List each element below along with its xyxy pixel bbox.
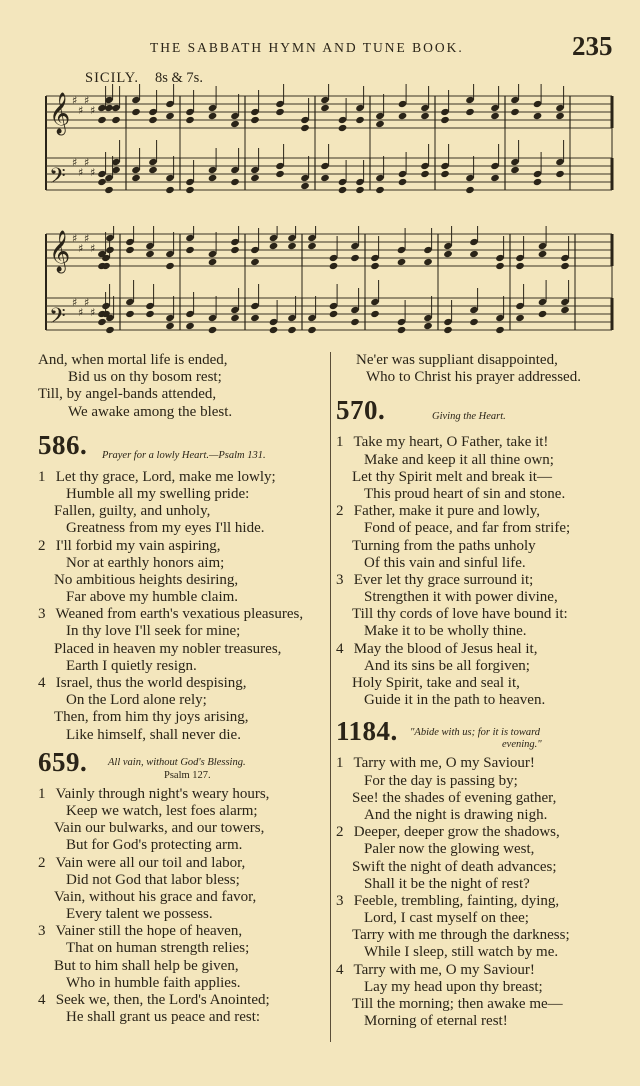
left-column [38,352,328,1026]
verse-number: 1 [38,468,46,485]
verse-line: Paler now the glowing west, [364,841,535,858]
sharp-icon: ♯ [72,232,78,245]
verse-line: May the blood of Jesus heal it, [353,640,538,657]
note-head [165,322,175,330]
hymn-659-verse-4 [38,992,328,1026]
hymn-title: Giving the Heart. [432,411,506,423]
sharp-icon: ♯ [72,296,78,309]
verse-line: Till thy cords of love have bound it: [352,606,568,623]
note-head [469,250,479,258]
verse-line: Lay my head upon thy breast; [364,978,543,995]
note-head [320,174,330,182]
note-head [329,310,339,318]
hymn-659-verse-2 [38,855,328,924]
verse-line: Tarry with me through the darkness; [352,927,570,944]
verse-number: 2 [336,824,344,841]
note-head [495,326,505,334]
tune-meter: 8s & 7s. [155,70,203,86]
note-head [148,166,158,174]
note-head [320,104,330,112]
note-head [300,182,310,190]
hymn-586-verse-1 [38,469,328,538]
verse-line: Tarry with me, O my Saviour! [353,755,535,772]
verse-line: Then, from him thy joys arising, [54,709,249,726]
note-head [105,326,115,334]
note-head [185,186,195,194]
note-head [250,258,260,266]
verse-line: Swift the night of death advances; [352,858,557,875]
verse-number: 3 [38,923,46,940]
verse-number: 1 [336,755,344,772]
note-head [97,116,107,124]
note-head [165,112,175,120]
note-head [420,112,430,120]
verse-line: Make and keep it all thine own; [364,451,554,468]
sharp-icon: ♯ [84,94,90,107]
hymn-659-verse-3 [38,923,328,992]
note-head [208,258,218,266]
sharp-icon: ♯ [90,306,96,319]
verse-line: Guide it in the path to heaven. [364,692,546,709]
hymn-number: 570. [336,395,386,426]
note-head [515,314,525,322]
note-head [355,116,365,124]
verse-line: Make it to be wholly thine. [364,623,527,640]
note-head [125,246,135,254]
note-head [230,178,240,186]
verse-line: I'll forbid my vain aspiring, [55,537,221,554]
continuation-stanza [336,352,626,386]
verse-line: Till, by angel-bands attended, [38,386,217,403]
right-column [336,352,626,1030]
note-head [398,112,408,120]
note-head [125,310,135,318]
note-head [440,116,450,124]
verse-line: Father, make it pure and lowly, [353,503,541,520]
verse-line: Keep we watch, lest foes alarm; [66,802,258,819]
note-head [185,116,195,124]
continuation-stanza [38,352,328,421]
note-head [97,318,107,326]
verse-line: Lord, I cast myself on thee; [364,910,529,927]
note-head [287,326,297,334]
verse-line: Weaned from earth's vexatious pleasures, [55,606,304,623]
note-head [510,108,520,116]
note-head [555,112,565,120]
note-head [230,314,240,322]
note-head [490,112,500,120]
sharp-icon: ♯ [90,242,96,255]
verse-number: 2 [38,537,46,554]
bass-clef-icon: 𝄢 [49,304,66,334]
running-title: THE SABBATH HYMN AND TUNE BOOK. [150,40,464,55]
treble-clef-icon: 𝄞 [49,231,71,272]
verse-line: Vain, without his grace and favor, [54,888,257,905]
verse-line: Every talent we possess. [66,906,213,923]
verse-line: For the day is passing by; [364,772,518,789]
verse-line: Turning from the paths unholy [352,537,536,554]
note-head [350,318,360,326]
verse-line: Greatness from my eyes I'll hide. [66,520,265,537]
music-score-system-2 [40,226,620,338]
verse-line: Did not God that labor bless; [66,871,240,888]
verse-line: Feeble, trembling, fainting, dying, [353,892,560,909]
verse-line: Far above my humble claim. [66,589,239,606]
bass-clef-icon: 𝄢 [49,164,66,194]
sharp-icon: ♯ [78,104,84,117]
sharp-icon: ♯ [78,306,84,319]
hymn-source: Psalm 127. [164,769,211,781]
verse-line: On the Lord alone rely; [66,692,207,709]
hymn-1184-verse-3 [336,893,626,962]
hymn-1184-verse-1 [336,755,626,824]
verse-line: Earth I quietly resign. [66,657,197,674]
note-head [165,186,175,194]
verse-number: 3 [38,606,46,623]
verse-line: Morning of eternal rest! [364,1013,508,1030]
note-head [275,108,285,116]
verse-number: 1 [38,785,46,802]
note-head [538,310,548,318]
note-head [269,326,279,334]
note-head [397,326,407,334]
hymn-586-heading [38,429,328,469]
note-head [490,174,500,182]
note-head [495,262,505,270]
verse-line: And, when mortal life is ended, [38,352,228,368]
note-head [250,116,260,124]
verse-line: We awake among the blest. [68,403,233,420]
note-head [443,250,453,258]
hymn-586-verse-2 [38,538,328,607]
note-head [185,246,195,254]
sharp-icon: ♯ [84,232,90,245]
hymn-1184-verse-4 [336,962,626,1031]
hymn-number: 659. [38,746,88,777]
note-head [397,258,407,266]
sharp-icon: ♯ [72,94,78,107]
hymn-586-verse-3 [38,606,328,675]
hymn-title: All vain, without God's Blessing. [108,756,246,768]
verse-line: Till the morning; then awake me— [352,996,563,1012]
note-head [443,326,453,334]
hymn-1184-verse-2 [336,824,626,893]
note-head [355,186,365,194]
verse-line: Vainer still the hope of heaven, [55,923,243,940]
note-head [465,186,475,194]
note-head [350,254,360,262]
note-head [145,250,155,258]
column-divider [330,352,331,1042]
hymn-title: Prayer for a lowly Heart.—Psalm 131. [102,449,266,461]
note-head [510,166,520,174]
hymn-title-continued: evening." [502,739,542,751]
hymn-659-heading [38,746,328,786]
verse-line: No ambitious heights desiring, [54,571,239,588]
note-head [148,116,158,124]
hymn-number: 586. [38,429,88,460]
verse-line: Fond of peace, and far from strife; [364,520,571,537]
verse-line: Vainly through night's weary hours, [55,785,270,802]
hymn-number: 1184. [336,716,398,747]
verse-number: 4 [38,992,46,1008]
sharp-icon: ♯ [84,296,90,309]
note-head [560,262,570,270]
note-head [515,262,525,270]
note-head [287,242,297,250]
note-head [250,314,260,322]
note-head [533,112,543,120]
note-head [300,124,310,132]
verse-line: That on human strength relies; [66,940,250,957]
verse-line: While I sleep, still watch by me. [364,944,559,961]
verse-line: Humble all my swelling pride: [66,485,250,502]
verse-line: Fallen, guilty, and unholy, [54,503,211,520]
verse-line: Who to Christ his prayer addressed. [366,369,581,386]
verse-line: Vain were all our toil and labor, [55,854,246,871]
verse-number: 2 [38,854,46,871]
hymn-1184-heading [336,716,626,755]
sharp-icon: ♯ [78,242,84,255]
music-score-system-1 [40,84,620,206]
sharp-icon: ♯ [78,166,84,179]
verse-number: 4 [336,640,344,657]
note-head [370,310,380,318]
sharp-icon: ♯ [84,156,90,169]
page-number: 235 [572,31,613,61]
note-head [375,120,385,128]
note-head [104,186,114,194]
note-head [538,250,548,258]
note-head [208,326,218,334]
note-head [338,124,348,132]
note-head [398,178,408,186]
note-head [185,322,195,330]
note-head [533,178,543,186]
note-head [230,246,240,254]
hymn-570-heading [336,395,626,434]
verse-line: This proud heart of sin and stone. [364,485,566,502]
verse-line: Bid us on thy bosom rest; [68,369,222,386]
verse-line: Israel, thus the world despising, [55,675,247,691]
note-head [423,322,433,330]
note-head [131,174,141,182]
sharp-icon: ♯ [72,156,78,169]
verse-number: 3 [336,571,344,588]
note-head [230,120,240,128]
sharp-icon: ♯ [90,166,96,179]
verse-line: Strengthen it with power divine, [364,589,558,606]
verse-line: Like himself, shall never die. [66,726,241,743]
note-head [208,112,218,120]
verse-line: And the night is drawing nigh. [364,806,548,823]
note-head [269,242,279,250]
verse-line: Holy Spirit, take and seal it, [352,675,520,691]
hymn-title: "Abide with us; for it is toward [410,727,541,739]
verse-line: Of this vain and sinful life. [364,554,526,571]
note-head [208,174,218,182]
note-head [145,310,155,318]
verse-line: But to him shall help be given, [54,957,239,974]
verse-line: Who in humble faith applies. [66,974,241,991]
note-head [469,318,479,326]
verse-line: Let thy grace, Lord, make me lowly; [55,468,276,485]
hymn-586-verse-4 [38,675,328,744]
verse-line: And its sins be all forgiven; [364,657,530,674]
note-head [105,246,115,254]
hymn-570-verse-4 [336,641,626,710]
verse-line: In thy love I'll seek for mine; [66,623,241,640]
tune-name: SICILY. [85,70,140,86]
verse-line: Tarry with me, O my Saviour! [353,961,535,978]
verse-line: Seek we, then, the Lord's Anointed; [55,992,270,1008]
note-head [375,186,385,194]
verse-line: Nor at earthly honors aim; [66,554,225,571]
verse-line: But for God's protecting arm. [66,837,243,854]
note-head [111,116,121,124]
verse-number: 2 [336,503,344,520]
note-head [165,262,175,270]
note-head [250,174,260,182]
hymn-570-verse-3 [336,572,626,641]
verse-line: Vain our bulwarks, and our towers, [54,820,265,837]
verse-number: 3 [336,892,344,909]
verse-number: 4 [38,675,46,691]
note-head [423,258,433,266]
note-head [275,170,285,178]
verse-line: Ne'er was suppliant disappointed, [356,352,558,368]
verse-line: He shall grant us peace and rest: [66,1009,261,1026]
note-head [338,186,348,194]
treble-clef-icon: 𝄞 [49,93,71,134]
hymn-570-verse-1 [336,434,626,503]
verse-number: 1 [336,434,344,451]
note-head [465,108,475,116]
note-head [131,108,141,116]
verse-line: See! the shades of evening gather, [352,789,557,806]
verse-line: Shall it be the night of rest? [364,875,530,892]
note-head [370,262,380,270]
note-head [329,262,339,270]
note-head [440,170,450,178]
note-head [307,242,317,250]
note-head [555,170,565,178]
note-head [307,326,317,334]
verse-line: Take my heart, O Father, take it! [353,434,549,451]
verse-line: Let thy Spirit melt and break it— [352,468,552,485]
verse-line: Deeper, deeper grow the shadows, [353,824,560,841]
sharp-icon: ♯ [90,104,96,117]
note-head [560,306,570,314]
hymn-570-verse-2 [336,503,626,572]
note-head [420,170,430,178]
verse-number: 4 [336,961,344,978]
verse-line: Placed in heaven my nobler treasures, [54,640,282,657]
hymn-659-verse-1 [38,786,328,855]
verse-line: Ever let thy grace surround it; [353,571,534,588]
